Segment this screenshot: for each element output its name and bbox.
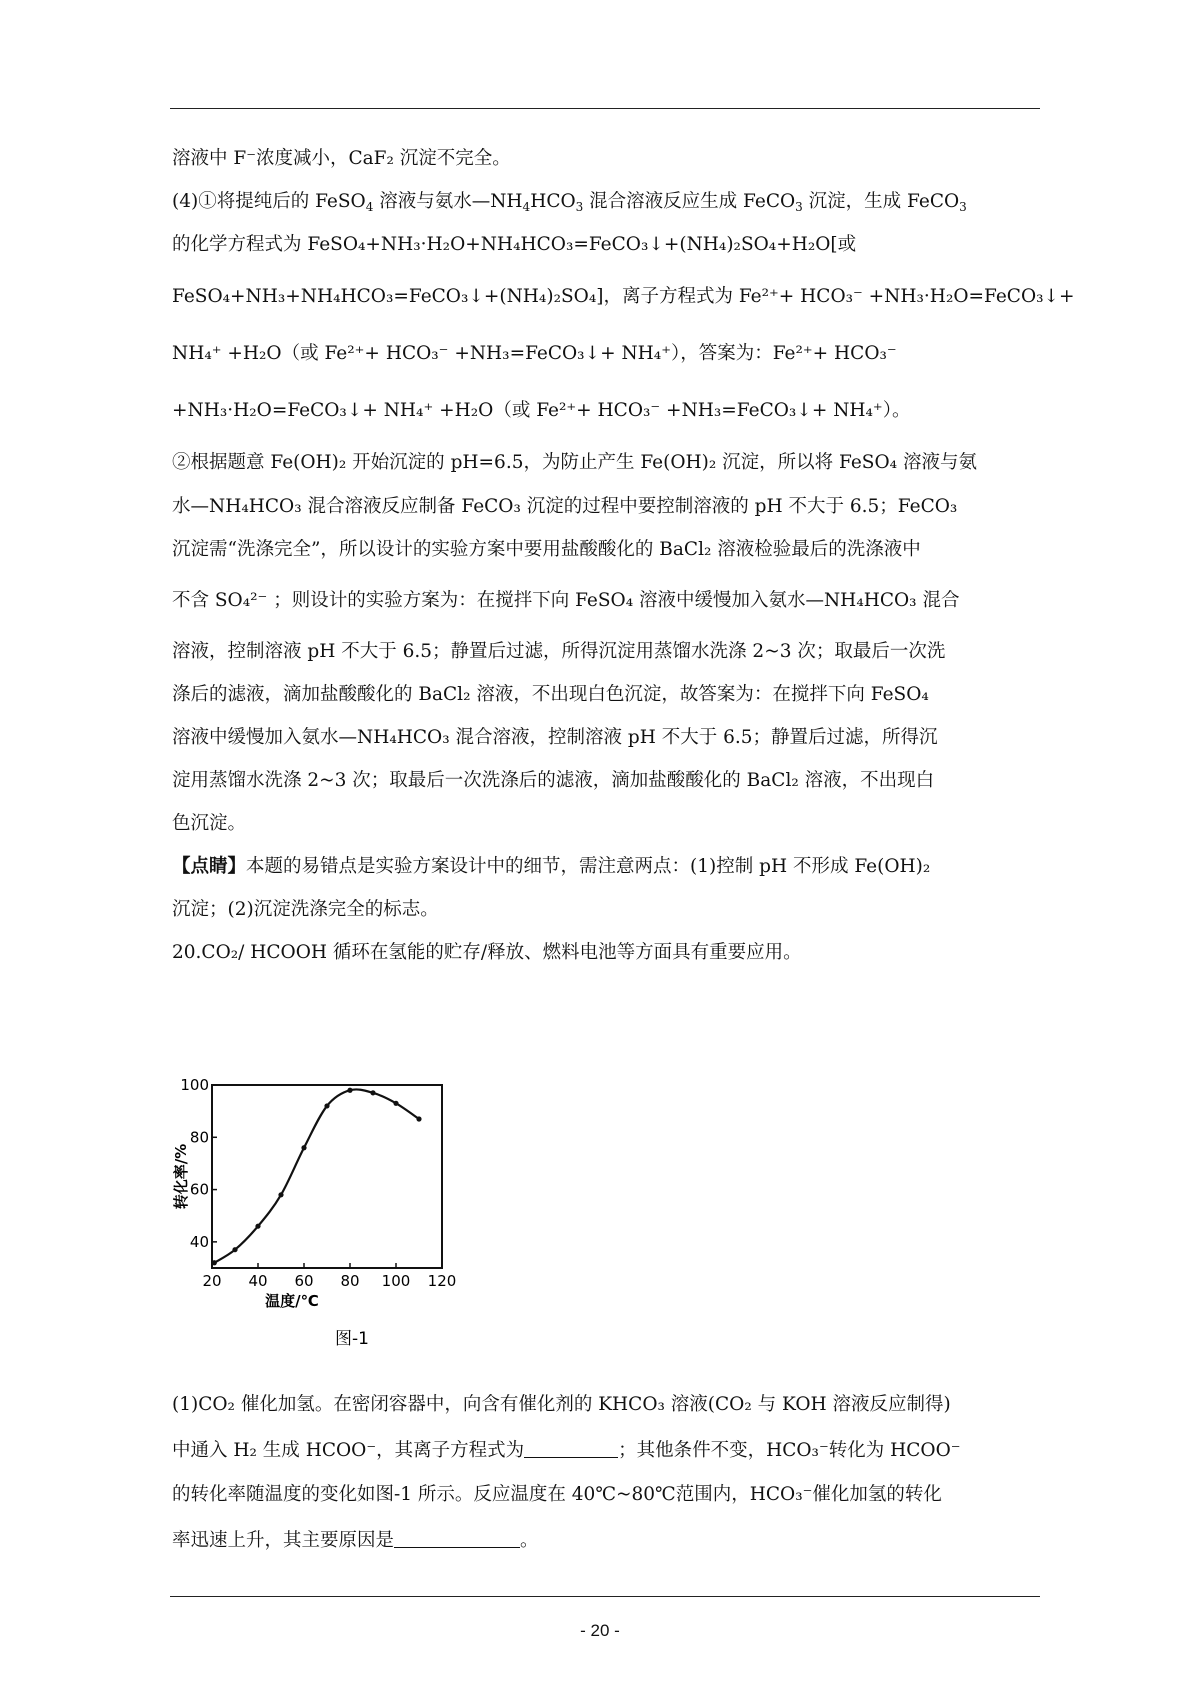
text-line: +NH₃·H₂O=FeCO₃↓+ NH₄⁺ +H₂O（或 Fe²⁺+ HCO₃⁻ +NH₃=FeCO₃↓+ NH₄⁺）。 <box>172 400 911 421</box>
series-line <box>214 1089 419 1262</box>
answer-blank[interactable] <box>524 1441 618 1458</box>
text-line: 率迅速上升，其主要原因是 。 <box>172 1530 539 1551</box>
text-line: 中通入 H₂ 生成 HCOO⁻，其离子方程式为 ；其他条件不变，HCO₃⁻转化为 HCOO⁻ <box>172 1440 961 1461</box>
text-line: 涤后的滤液，滴加盐酸酸化的 BaCl₂ 溶液，不出现白色沉淀，故答案为：在搅拌下向 FeSO₄ <box>172 684 929 705</box>
data-point <box>416 1116 421 1121</box>
text-line: 沉淀；(2)沉淀洗涤完全的标志。 <box>172 899 439 920</box>
question-title: 20.CO₂/ HCOOH 循环在氢能的贮存/释放、燃料电池等方面具有重要应用。 <box>172 942 802 963</box>
text-line: 溶液中 F⁻浓度减小，CaF₂ 沉淀不完全。 <box>172 148 511 169</box>
text-line: (4)①将提纯后的 FeSO$_4$ 溶液与氨水$—NH_4HCO_3$ 混合溶液反应生成 FeCO$_3$ 沉淀，生成 FeCO$_3$ <box>172 191 967 214</box>
chart-points <box>212 1088 422 1266</box>
x-tick-label: 20 <box>202 1272 222 1290</box>
text-line: NH₄⁺ +H₂O（或 Fe²⁺+ HCO₃⁻ +NH₃=FeCO₃↓+ NH₄⁺），答案为：Fe²⁺+ HCO₃⁻ <box>172 343 897 364</box>
text-line: 的化学方程式为 FeSO₄+NH₃·H₂O+NH₄HCO₃=FeCO₃↓+(NH₄)₂SO₄+H₂O[或 <box>172 234 857 255</box>
data-point <box>278 1192 283 1197</box>
text-line: FeSO₄+NH₃+NH₄HCO₃=FeCO₃↓+(NH₄)₂SO₄]，离子方程式为 Fe²⁺+ HCO₃⁻ +NH₃·H₂O=FeCO₃↓+ <box>172 286 1075 307</box>
text-line: 溶液，控制溶液 pH 不大于 6.5；静置后过滤，所得沉淀用蒸馏水洗涤 2~3 次；取最后一次洗 <box>172 641 946 662</box>
footer-rule <box>170 1596 1040 1597</box>
data-point <box>301 1145 306 1150</box>
text-line: 沉淀需“洗涤完全”，所以设计的实验方案中要用盐酸酸化的 BaCl₂ 溶液检验最后的洗涤液中 <box>172 539 921 560</box>
data-point <box>393 1101 398 1106</box>
text-line: 的转化率随温度的变化如图-1 所示。反应温度在 40℃~80℃范围内，HCO₃⁻催化加氢的转化 <box>172 1484 942 1505</box>
x-tick-label: 60 <box>294 1272 314 1290</box>
text-line: ②根据题意 Fe(OH)₂ 开始沉淀的 pH=6.5，为防止产生 Fe(OH)₂ 沉淀，所以将 FeSO₄ 溶液与氨 <box>172 452 977 473</box>
text-line: (1)CO₂ 催化加氢。在密闭容器中，向含有催化剂的 KHCO₃ 溶液(CO₂ 与 KOH 溶液反应制得) <box>172 1394 951 1415</box>
text-line: 【点睛】本题的易错点是实验方案设计中的细节，需注意两点：(1)控制 pH 不形成 Fe(OH)₂ <box>172 856 931 877</box>
data-point <box>324 1103 329 1108</box>
text-line: 溶液中缓慢加入氨水—NH₄HCO₃ 混合溶液，控制溶液 pH 不大于 6.5；静置后过滤，所得沉 <box>172 727 938 748</box>
data-point <box>347 1088 352 1093</box>
figure-caption: 图-1 <box>335 1329 369 1349</box>
header-rule <box>170 108 1040 109</box>
text-line: 色沉淀。 <box>172 813 247 834</box>
text-line: 淀用蒸馏水洗涤 2~3 次；取最后一次洗涤后的滤液，滴加盐酸酸化的 BaCl₂ 溶液，不出现白 <box>172 770 935 791</box>
x-tick-label: 80 <box>340 1272 360 1290</box>
x-tick-label: 40 <box>248 1272 268 1290</box>
data-point <box>370 1090 375 1095</box>
text-line: 不含 SO₄²⁻ ；则设计的实验方案为：在搅拌下向 FeSO₄ 溶液中缓慢加入氨水—NH₄HCO₃ 混合 <box>172 590 960 611</box>
y-tick-label: 60 <box>189 1180 209 1199</box>
page-number: - 20 - <box>580 1621 620 1640</box>
chart-axes <box>212 1085 442 1268</box>
data-point <box>255 1224 260 1229</box>
y-tick-label: 100 <box>180 1076 209 1094</box>
answer-blank[interactable] <box>394 1531 520 1548</box>
x-tick-label: 120 <box>427 1272 457 1290</box>
x-tick-label: 100 <box>381 1272 411 1290</box>
y-tick-label: 80 <box>189 1128 209 1147</box>
x-axis-label: 温度/℃ <box>265 1292 319 1310</box>
y-tick-label: 40 <box>189 1232 209 1251</box>
conversion-chart <box>172 1075 502 1365</box>
data-point <box>212 1260 217 1265</box>
data-point <box>232 1247 237 1252</box>
y-axis-label: 转化率/% <box>172 1143 190 1210</box>
tip-tag: 【点睛】 <box>172 856 247 877</box>
plot-frame <box>212 1085 442 1268</box>
text-line: 水—NH₄HCO₃ 混合溶液反应制备 FeCO₃ 沉淀的过程中要控制溶液的 pH 不大于 6.5；FeCO₃ <box>172 496 958 517</box>
